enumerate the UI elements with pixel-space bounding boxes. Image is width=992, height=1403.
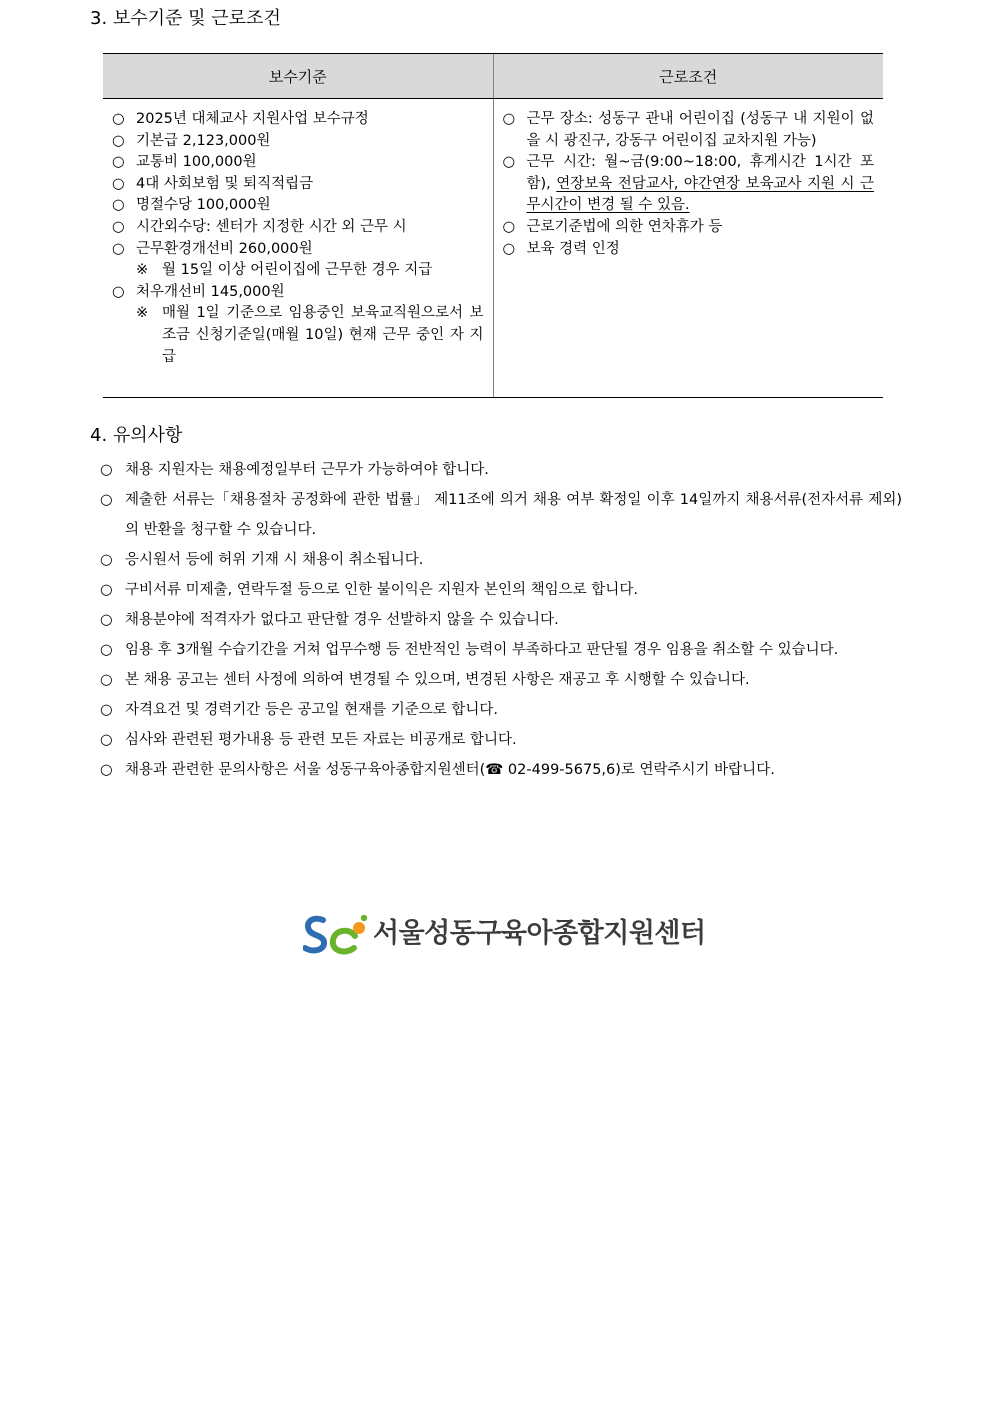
work-conditions-cell <box>493 99 883 398</box>
work-item-text: 근무 장소: 성동구 관내 어린이집 (성동구 내 지원이 없을 시 광진구, 강동구 어린이집 교차지원 가능) <box>526 111 874 149</box>
circle-bullet-icon: ○ <box>112 283 125 300</box>
pay-item <box>112 131 484 153</box>
notice-text: 본 채용 공고는 센터 사정에 의하여 변경될 수 있으며, 변경된 사항은 재공고 후 시행할 수 있습니다. <box>125 672 750 688</box>
notice-item <box>100 485 902 545</box>
work-item <box>503 109 875 152</box>
pay-standard-header: 보수기준 <box>103 54 493 99</box>
center-logo <box>303 910 706 958</box>
pay-item <box>112 303 484 368</box>
notice-item <box>100 605 902 635</box>
pay-item <box>112 195 484 217</box>
notice-item <box>100 725 902 755</box>
notice-item <box>100 665 902 695</box>
pay-item-text: 명절수당 100,000원 <box>136 197 271 214</box>
circle-bullet-icon: ○ <box>502 154 516 171</box>
pay-item-text: 근무환경개선비 260,000원 <box>136 240 313 257</box>
circle-bullet-icon: ○ <box>502 111 516 127</box>
work-item-text: 근무 시간: 월~금(9:00~18:00, 휴게시간 1시간 포함), 연장보육 전담교사, 야간연장 보육교사 지원 시 근무시간이 변경 될 수 있음. <box>526 154 875 214</box>
pay-item <box>112 152 484 174</box>
notice-text: 제출한 서류는「채용절차 공정화에 관한 법률」 제11조에 의거 채용 여부 확정일 이후 14일까지 채용서류(전자서류 제외)의 반환을 청구할 수 있습니다. <box>125 492 902 538</box>
circle-bullet-icon: ○ <box>502 240 516 257</box>
pay-standard-cell <box>103 99 493 398</box>
circle-bullet-icon: ○ <box>100 552 113 568</box>
circle-bullet-icon: ○ <box>100 702 113 718</box>
circle-bullet-icon: ○ <box>100 672 113 688</box>
notice-text: 심사와 관련된 평가내용 등 관련 모든 자료는 비공개로 합니다. <box>125 732 517 748</box>
sc-logo-icon <box>303 910 369 958</box>
pay-item-text: 기본급 2,123,000원 <box>136 132 271 149</box>
circle-bullet-icon: ○ <box>100 642 113 658</box>
notice-item <box>100 695 902 725</box>
work-item <box>503 152 875 217</box>
pay-item-text: 교통비 100,000원 <box>136 154 257 171</box>
work-item-underlined-text: 연장보육 전담교사, 야간연장 보육교사 지원 시 근무시간이 변경 될 수 있음. <box>526 175 875 214</box>
pay-item-text: 2025년 대체교사 지원사업 보수규정 <box>136 111 369 127</box>
notice-text: 구비서류 미제출, 연락두절 등으로 인한 불이익은 지원자 본인의 책임으로 합니다. <box>125 582 638 598</box>
pay-item <box>112 260 484 282</box>
circle-bullet-icon: ○ <box>100 762 113 778</box>
pay-item <box>112 174 484 196</box>
work-item <box>503 217 875 239</box>
pay-conditions-table <box>103 53 883 398</box>
pay-item-text: 4대 사회보험 및 퇴직적립금 <box>136 175 314 192</box>
notice-item <box>100 455 902 485</box>
notice-item <box>100 545 902 575</box>
work-item-text: 근로기준법에 의한 연차휴가 등 <box>526 218 723 235</box>
notice-list <box>100 455 902 785</box>
notice-text: 채용과 관련한 문의사항은 서울 성동구육아종합지원센터(☎ 02-499-5675,6)로 연락주시기 바랍니다. <box>125 762 775 778</box>
work-conditions-header: 근로조건 <box>493 54 883 99</box>
notice-text: 채용 지원자는 채용예정일부터 근무가 가능하여야 합니다. <box>125 462 489 478</box>
pay-item-text: 시간외수당: 센터가 지정한 시간 외 근무 시 <box>136 218 407 235</box>
circle-bullet-icon: ○ <box>112 111 125 127</box>
note-marker: ※ <box>136 262 149 279</box>
work-item <box>503 239 875 261</box>
circle-bullet-icon: ○ <box>502 218 516 235</box>
note-marker: ※ <box>136 305 149 322</box>
pay-item <box>112 217 484 239</box>
circle-bullet-icon: ○ <box>100 582 113 598</box>
pay-item <box>112 282 484 304</box>
logo-text: 서울성동구육아종합지원센터 <box>373 918 706 949</box>
pay-item-text: 월 15일 이상 어린이집에 근무한 경우 지급 <box>162 262 433 279</box>
pay-item <box>112 239 484 261</box>
circle-bullet-icon: ○ <box>112 132 125 149</box>
notice-item <box>100 575 902 605</box>
circle-bullet-icon: ○ <box>112 154 125 171</box>
circle-bullet-icon: ○ <box>112 197 125 214</box>
notice-text: 응시원서 등에 허위 기재 시 채용이 취소됩니다. <box>125 552 424 568</box>
pay-item-text: 처우개선비 145,000원 <box>136 283 285 300</box>
circle-bullet-icon: ○ <box>112 218 125 235</box>
circle-bullet-icon: ○ <box>100 732 113 748</box>
circle-bullet-icon: ○ <box>112 240 125 257</box>
section-4-title: 4. 유의사항 <box>90 425 183 446</box>
work-item-text: 보육 경력 인정 <box>526 240 620 257</box>
notice-text: 임용 후 3개월 수습기간을 거쳐 업무수행 등 전반적인 능력이 부족하다고 판단될 경우 임용을 취소할 수 있습니다. <box>125 642 839 658</box>
section-3-title: 3. 보수기준 및 근로조건 <box>90 8 281 29</box>
notice-text: 채용분야에 적격자가 없다고 판단할 경우 선발하지 않을 수 있습니다. <box>125 612 559 628</box>
notice-item <box>100 635 902 665</box>
pay-item-text: 매월 1일 기준으로 임용중인 보육교직원으로서 보조금 신청기준일(매월 10일) 현재 근무 중인 자 지급 <box>162 305 484 365</box>
notice-item <box>100 755 902 785</box>
pay-item <box>112 109 484 131</box>
circle-bullet-icon: ○ <box>112 175 125 192</box>
notice-text: 자격요건 및 경력기간 등은 공고일 현재를 기준으로 합니다. <box>125 702 499 718</box>
circle-bullet-icon: ○ <box>100 612 113 628</box>
circle-bullet-icon: ○ <box>100 462 113 478</box>
circle-bullet-icon: ○ <box>100 492 113 508</box>
